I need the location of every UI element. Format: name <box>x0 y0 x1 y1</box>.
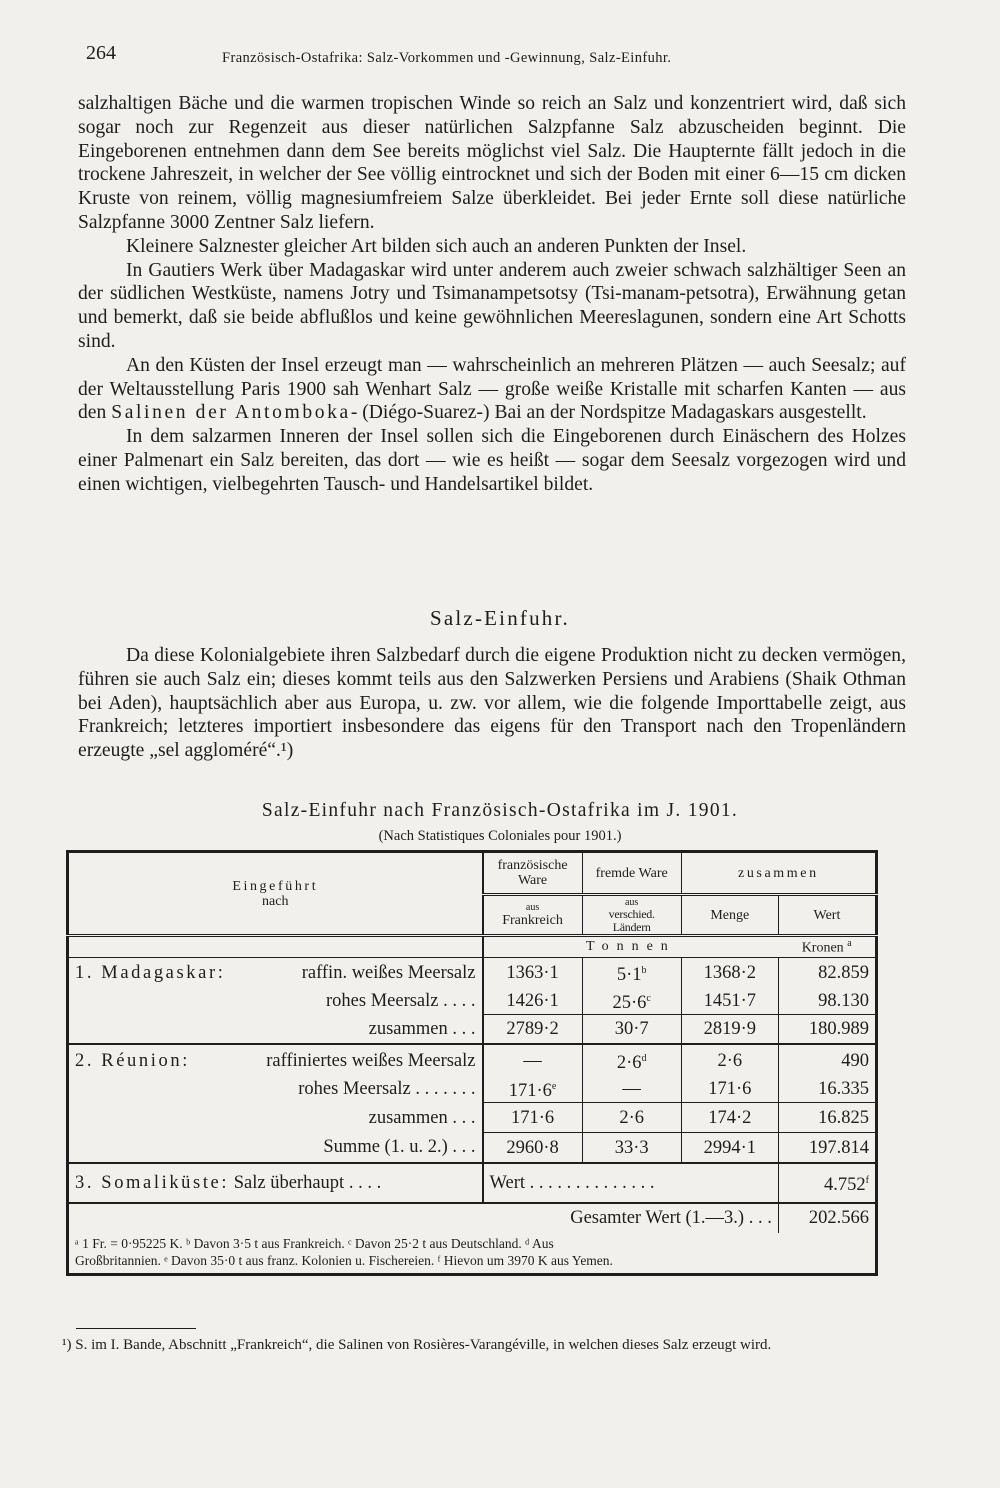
cell-value: 171·6 <box>708 1079 752 1100</box>
row-label: zusammen . . . <box>68 1103 483 1133</box>
footnote-marker: c <box>646 992 651 1004</box>
table-note-line: Großbritannien. ᵉ Davon 35·0 t aus franz. Kolonien u. Fischereien. ᶠ Hievon um 3970 K aus Yemen. <box>75 1252 613 1268</box>
paragraph: In Gautiers Werk über Madagaskar wird unter anderem auch zweier schwach salzhältiger Seen an der südlichen Westküste, namens Jotry und Tsimanampetsotsy (Tsi-manam-petsotra), Erwähnung getan und bemerkt, daß sie beide abflußlos und keine gewöhnlichen Meereslagunen, sondern eine Art Schotts sind. <box>78 259 906 352</box>
cell-value: 25·6 <box>612 992 647 1013</box>
footnote: ¹) S. im I. Bande, Abschnitt „Frankreich“, die Salinen von Rosières-Varangéville, in welchen dieses Salz erzeugt wird. <box>62 1337 772 1353</box>
cell <box>681 1044 778 1076</box>
cell <box>582 1103 681 1133</box>
footnote-rule <box>76 1328 196 1329</box>
cell <box>681 1103 778 1133</box>
product-name: raffiniertes weißes Meersalz <box>266 1050 476 1071</box>
body-text-top <box>78 92 906 497</box>
row-label: rohes Meersalz . . . . <box>68 988 483 1015</box>
row-label: Summe (1. u. 2.) . . . <box>68 1133 483 1163</box>
cell-value: 2960·8 <box>506 1137 559 1158</box>
header-menge-label: Menge <box>710 907 750 923</box>
cell <box>483 958 583 988</box>
cell <box>582 988 681 1015</box>
cell-value: 2·6 <box>616 1052 642 1073</box>
row-label <box>68 1044 483 1076</box>
header-from-other <box>582 895 681 936</box>
table-notes-row <box>68 1233 877 1275</box>
cell-value: 1426·1 <box>506 990 559 1011</box>
cell-value: 2·6 <box>717 1050 743 1071</box>
cell-value: 202.566 <box>808 1208 869 1229</box>
cell <box>681 1076 778 1103</box>
cell <box>483 1076 583 1103</box>
cell-value: — <box>523 1050 542 1071</box>
cell <box>778 1044 876 1076</box>
cell-value: 98.130 <box>818 990 869 1011</box>
table-row <box>68 1076 877 1103</box>
cell <box>483 1103 583 1133</box>
paragraph <box>78 354 906 425</box>
footnote-marker: d <box>641 1052 647 1064</box>
units-row <box>68 936 877 958</box>
running-title: Französisch-Ostafrika: Salz-Vorkommen und -Gewinnung, Salz-Einfuhr. <box>222 50 672 66</box>
product-name: raffin. weißes Meersalz <box>301 962 476 983</box>
region-name: 3. Somaliküste: <box>75 1172 230 1193</box>
cell <box>681 1014 778 1044</box>
footnote-marker: a <box>847 937 852 949</box>
header-zusammen-label: zusammen <box>738 865 819 881</box>
table-title: Salz-Einfuhr nach Französisch-Ostafrika im J. 1901. <box>261 800 739 821</box>
table-row-subtotal <box>68 1103 877 1133</box>
cell <box>582 958 681 988</box>
table-row <box>68 988 877 1015</box>
header-nach-label: nach <box>262 893 289 909</box>
footnote-marker: b <box>641 964 647 976</box>
row-label: rohes Meersalz . . . . . . . <box>68 1076 483 1103</box>
cell-value: 5·1 <box>616 964 642 985</box>
cell <box>582 1044 681 1076</box>
cell-value: 2994·1 <box>703 1137 756 1158</box>
unit-tonnen: Tonnen <box>483 936 779 958</box>
cell-value: 30·7 <box>614 1018 649 1039</box>
cell <box>778 1203 876 1233</box>
cell-value: 2·6 <box>619 1107 644 1128</box>
cell <box>582 1014 681 1044</box>
region-name: 1. Madagaskar: <box>75 962 226 983</box>
cell-value: 1363·1 <box>506 962 559 983</box>
cell <box>483 1163 779 1203</box>
table-note-line: ᵃ 1 Fr. = 0·95225 K. ᵇ Davon 3·5 t aus Frankreich. ᶜ Davon 25·2 t aus Deutschland. ᵈ Aus <box>75 1235 554 1251</box>
cell <box>483 1044 583 1076</box>
header-wert <box>778 895 876 936</box>
import-table <box>66 850 878 1276</box>
table-row <box>68 1044 877 1076</box>
table-subtitle: (Nach Statistiques Coloniales pour 1901.) <box>378 828 622 844</box>
header-foreign-ware <box>582 852 681 895</box>
cell <box>681 988 778 1015</box>
spaced-name: Salinen der Antomboka <box>111 402 351 424</box>
header-french-ware <box>483 852 583 895</box>
header-verschied-label: verschied. Ländern <box>608 906 655 934</box>
header-french-ware-label: französische Ware <box>497 858 568 888</box>
table-row-subtotal <box>68 1014 877 1044</box>
cell <box>483 1133 583 1163</box>
row-label <box>68 1163 483 1203</box>
cell <box>483 988 583 1015</box>
section-title: Salz-Einfuhr. <box>430 606 570 630</box>
units-empty-cell <box>68 936 483 958</box>
cell <box>778 1076 876 1103</box>
header-frankreich-label: Frankreich <box>502 913 563 928</box>
cell-value: 490 <box>841 1050 869 1071</box>
paragraph: In dem salzarmen Inneren der Insel sollen sich die Eingeborenen durch Einäschern des Holzes einer Palmenart ein Salz bereiten, das dort — wie es heißt — sogar dem Seesalz vorgezogen wird und einen wichtigen, vielbegehrten Tausch- und Handelsartikel bildet. <box>78 426 906 495</box>
cell <box>778 1103 876 1133</box>
table-row <box>68 1163 877 1203</box>
cell-value: 2789·2 <box>506 1018 559 1039</box>
table-notes <box>68 1233 877 1275</box>
header-eingefuehrt <box>68 852 483 936</box>
unit-kronen-label: Kronen <box>801 940 844 956</box>
cell-value: 171·6 <box>508 1081 552 1102</box>
paragraph: Da diese Kolonialgebiete ihren Salzbedarf durch die eigene Produktion nicht zu decken vermögen, führen sie auch Salz ein; dieses kommt teils aus den Salzwerken Persiens und Arabiens (Shaik Othman bei Aden), hauptsächlich aber aus Europa, u. zw. vor allem, wie die folgende Importtabelle zeigt, aus Frankreich; letzteres importiert insbesondere das eigens für den Transport nach den Tropenländern erzeugte „sel aggloméré“.¹) <box>78 645 906 762</box>
table-row-total <box>68 1203 877 1233</box>
page-number: 264 <box>86 42 116 64</box>
cell-value: 1451·7 <box>703 990 756 1011</box>
paragraph: salzhaltigen Bäche und die warmen tropischen Winde so reich an Salz und konzentriert wird, daß sich sogar noch zur Regenzeit aus dieser natürlichen Salzpfanne Salz abzuscheiden beginnt. Die Eingeborenen entnehmen dann dem See bereits möglichst viel Salz. Die Haupternte fällt jedoch in die trockene Jahreszeit, in welcher der See völlig eintrocknet und sich der Boden mit einer 6—15 cm dicken Kruste von reinem, völlig magnesiumfreiem Salze überkleidet. Bei jeder Ernte soll diese natürliche Salzpfanne 3000 Zentner Salz liefern. <box>78 93 906 233</box>
cell-value: 33·3 <box>614 1137 649 1158</box>
body-text-import <box>78 644 906 763</box>
header-menge <box>681 895 778 936</box>
row-label: Gesamter Wert (1.—3.) . . . <box>68 1203 779 1233</box>
wert-label: Wert . . . . . . . . . . . . . . <box>489 1172 655 1193</box>
cell <box>778 1163 876 1203</box>
table-header-row <box>68 852 877 895</box>
paragraph-text: An den Küsten der Insel erzeugt man — wahrscheinlich an mehreren Plätzen — auch Seesalz; auf der Weltausstellung Paris 1900 sah Wenhart Salz — große weiße Kristalle mit scharfen Kanten — aus den <box>78 354 906 424</box>
header-foreign-ware-label: fremde Ware <box>595 865 668 881</box>
footnote-marker: e <box>551 1081 557 1093</box>
cell <box>778 988 876 1015</box>
cell <box>778 958 876 988</box>
cell-value: 1368·2 <box>703 962 756 983</box>
cell-value: 180.989 <box>808 1018 869 1039</box>
cell-value: 2819·9 <box>703 1018 756 1039</box>
paragraph-text: - (Diégo-Suarez-) Bai an der Nordspitze Madagaskars ausgestellt. <box>350 402 867 424</box>
cell-value: 16.825 <box>818 1107 869 1128</box>
paragraph: Kleinere Salznester gleicher Art bilden sich auch an anderen Punkten der Insel. <box>126 235 747 257</box>
page-header <box>86 38 916 68</box>
table-row <box>68 958 877 988</box>
unit-kronen <box>778 936 876 958</box>
table-row-sum <box>68 1133 877 1163</box>
cell <box>483 1014 583 1044</box>
footnote-marker: f <box>865 1174 869 1186</box>
header-wert-label: Wert <box>813 907 841 923</box>
cell <box>778 1133 876 1163</box>
cell-value: 197.814 <box>808 1137 869 1158</box>
cell-value: 4.752 <box>824 1174 866 1195</box>
cell-value: 16.335 <box>818 1079 869 1100</box>
cell <box>778 1014 876 1044</box>
header-from-france <box>483 895 583 936</box>
product-name: Salz überhaupt . . . . <box>233 1172 382 1193</box>
cell <box>681 1133 778 1163</box>
cell <box>681 958 778 988</box>
cell-value: 82.859 <box>818 962 869 983</box>
cell-value: 171·6 <box>510 1107 555 1128</box>
header-aus-label: aus <box>525 902 540 913</box>
header-zusammen <box>681 852 876 895</box>
region-name: 2. Réunion: <box>75 1050 190 1071</box>
cell-value: — <box>622 1079 641 1100</box>
header-eingefuehrt-label: Eingeführt <box>232 878 319 894</box>
cell-value: 174·2 <box>708 1107 752 1128</box>
cell <box>582 1133 681 1163</box>
row-label <box>68 958 483 988</box>
cell <box>582 1076 681 1103</box>
row-label: zusammen . . . <box>68 1014 483 1044</box>
header-aus-label: aus <box>624 896 639 908</box>
